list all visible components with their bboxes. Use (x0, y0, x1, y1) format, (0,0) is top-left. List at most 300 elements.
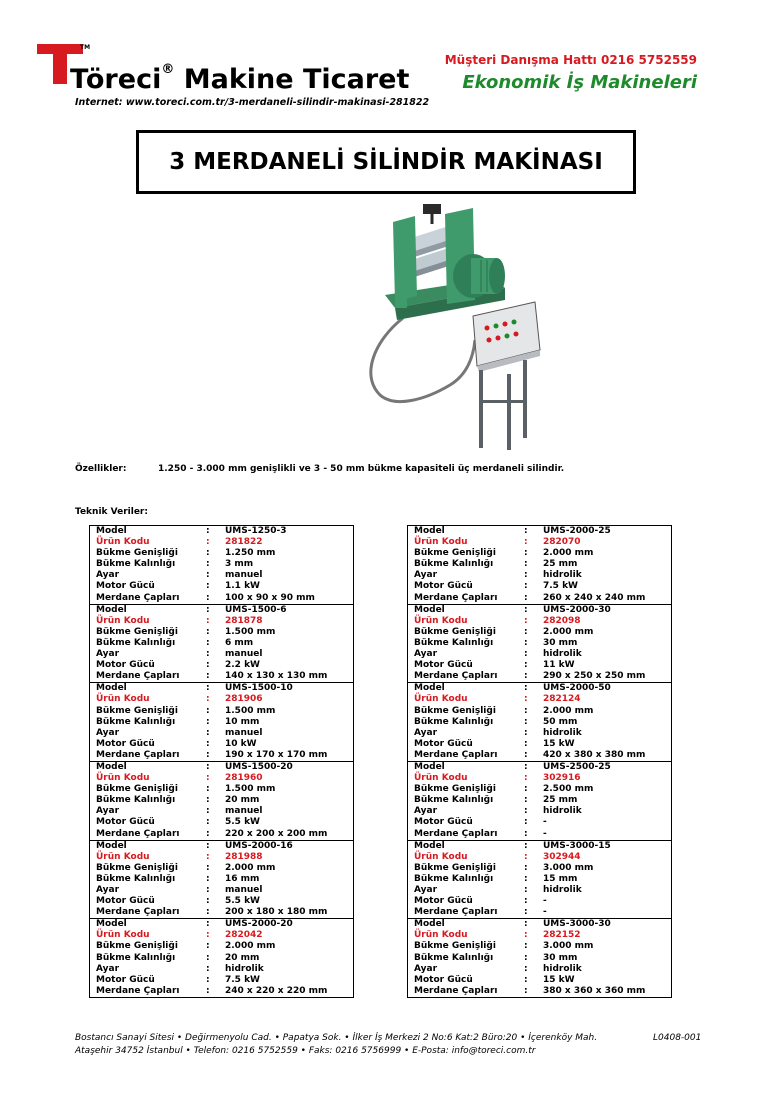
spec-separator: : (206, 784, 210, 795)
spec-value: 20 mm (225, 795, 260, 806)
spec-label: Ürün Kodu (414, 773, 468, 784)
spec-row-thickness (408, 874, 671, 885)
spec-row-motor (90, 896, 353, 907)
spec-row-code (408, 694, 671, 705)
spec-label: Ayar (96, 885, 120, 895)
spec-row-thickness (90, 795, 353, 806)
spec-value: 15 kW (543, 974, 575, 985)
spec-label: Bükme Genişliği (414, 941, 496, 952)
spec-separator: : (524, 885, 528, 895)
spec-block (408, 762, 671, 841)
spec-label: Merdane Çapları (414, 671, 498, 682)
spec-value: manuel (225, 727, 263, 738)
spec-separator: : (524, 683, 528, 694)
spec-label: Motor Gücü (414, 738, 473, 749)
spec-row-adjust (408, 806, 671, 817)
spec-block (408, 683, 671, 762)
spec-value: UMS-2000-16 (225, 840, 293, 851)
spec-label: Bükme Kalınlığı (96, 559, 176, 570)
spec-label: Ayar (96, 570, 120, 581)
spec-label: Model (414, 761, 445, 772)
spec-row-adjust (90, 964, 353, 975)
spec-label: Motor Gücü (96, 817, 155, 828)
spec-separator: : (524, 705, 528, 716)
spec-label: Motor Gücü (96, 896, 155, 907)
spec-label: Ayar (414, 727, 438, 738)
spec-value: hidrolik (225, 963, 264, 974)
spec-separator: : (206, 604, 210, 615)
spec-row-width (90, 627, 353, 638)
spec-row-width (90, 548, 353, 559)
spec-row-thickness (408, 953, 671, 964)
spec-value: - (543, 828, 547, 839)
spec-label: Bükme Genişliği (414, 862, 496, 873)
spec-separator: : (206, 974, 210, 985)
spec-label: Model (414, 526, 445, 536)
spec-separator: : (206, 930, 210, 941)
hotline: Müşteri Danışma Hattı 0216 5752559 (444, 53, 697, 67)
spec-label: Bükme Kalınlığı (96, 952, 176, 963)
spec-value: 3 mm (225, 559, 254, 570)
spec-separator: : (524, 592, 528, 603)
spec-block (408, 841, 671, 920)
spec-separator: : (524, 749, 528, 760)
spec-label: Model (96, 761, 127, 772)
spec-value: 302944 (543, 851, 581, 862)
spec-separator: : (206, 727, 210, 738)
spec-separator: : (206, 559, 210, 570)
spec-value: 2.000 mm (543, 626, 594, 637)
spec-value: 200 x 180 x 180 mm (225, 907, 328, 918)
spec-separator: : (524, 637, 528, 648)
spec-row-width (408, 784, 671, 795)
spec-value: 6 mm (225, 637, 254, 648)
spec-separator: : (206, 761, 210, 772)
spec-row-model (408, 762, 671, 773)
spec-separator: : (206, 671, 210, 682)
spec-row-model (408, 526, 671, 537)
spec-value: 30 mm (543, 637, 578, 648)
spec-value: 10 kW (225, 738, 257, 749)
spec-separator: : (524, 626, 528, 637)
spec-value: 5.5 kW (225, 896, 260, 907)
spec-separator: : (524, 548, 528, 559)
spec-label: Bükme Genişliği (96, 862, 178, 873)
spec-row-width (408, 548, 671, 559)
spec-row-width (408, 941, 671, 952)
spec-separator: : (524, 840, 528, 851)
spec-separator: : (524, 604, 528, 615)
spec-value: 100 x 90 x 90 mm (225, 592, 315, 603)
spec-value: 16 mm (225, 873, 260, 884)
spec-row-motor (408, 581, 671, 592)
page-title: 3 MERDANELİ SİLİNDİR MAKİNASI (136, 130, 636, 194)
spec-value: 140 x 130 x 130 mm (225, 671, 328, 682)
spec-label: Bükme Genişliği (96, 705, 178, 716)
spec-block (408, 605, 671, 684)
spec-separator: : (206, 862, 210, 873)
spec-value: 2.000 mm (543, 548, 594, 559)
spec-value: 1.500 mm (225, 784, 276, 795)
spec-row-model (90, 683, 353, 694)
spec-separator: : (524, 649, 528, 660)
spec-label: Bükme Kalınlığı (414, 795, 494, 806)
spec-row-code (90, 694, 353, 705)
spec-separator: : (206, 570, 210, 581)
spec-label: Ayar (414, 885, 438, 895)
spec-value: UMS-2000-20 (225, 919, 293, 930)
spec-separator: : (524, 716, 528, 727)
spec-separator: : (206, 840, 210, 851)
spec-separator: : (524, 761, 528, 772)
spec-row-thickness (90, 717, 353, 728)
spec-separator: : (524, 907, 528, 918)
spec-block (90, 605, 353, 684)
spec-label: Ayar (414, 649, 438, 660)
spec-label: Bükme Genişliği (414, 784, 496, 795)
spec-separator: : (524, 694, 528, 705)
spec-separator: : (524, 873, 528, 884)
spec-value: 10 mm (225, 716, 260, 727)
spec-separator: : (524, 941, 528, 952)
spec-value: 7.5 kW (543, 581, 578, 592)
spec-value: hidrolik (543, 806, 582, 817)
spec-label: Ayar (96, 963, 120, 974)
spec-row-rolls (90, 671, 353, 682)
spec-row-code (408, 773, 671, 784)
spec-row-width (408, 863, 671, 874)
spec-label: Ayar (96, 806, 120, 817)
spec-value: UMS-1500-20 (225, 761, 293, 772)
spec-label: Bükme Kalınlığı (414, 873, 494, 884)
company-name-suffix: Makine Ticaret (183, 64, 410, 95)
spec-separator: : (206, 795, 210, 806)
spec-value: - (543, 817, 547, 828)
spec-separator: : (206, 941, 210, 952)
spec-label: Bükme Kalınlığı (414, 637, 494, 648)
spec-separator: : (524, 851, 528, 862)
spec-label: Model (414, 840, 445, 851)
spec-row-rolls (90, 750, 353, 761)
spec-separator: : (524, 795, 528, 806)
spec-separator: : (206, 952, 210, 963)
spec-row-motor (408, 660, 671, 671)
registered-mark: ® (161, 62, 175, 77)
spec-value: 281960 (225, 773, 263, 784)
spec-row-code (90, 930, 353, 941)
spec-label: Merdane Çapları (414, 985, 498, 996)
spec-row-width (90, 941, 353, 952)
spec-separator: : (524, 784, 528, 795)
spec-label: Motor Gücü (414, 660, 473, 671)
spec-label: Model (96, 604, 127, 615)
spec-row-adjust (408, 964, 671, 975)
spec-separator: : (206, 581, 210, 592)
spec-value: 15 mm (543, 873, 578, 884)
spec-value: 1.500 mm (225, 705, 276, 716)
spec-separator: : (206, 705, 210, 716)
spec-row-thickness (90, 559, 353, 570)
spec-separator: : (206, 716, 210, 727)
spec-separator: : (524, 952, 528, 963)
spec-row-adjust (90, 570, 353, 581)
spec-label: Merdane Çapları (96, 592, 180, 603)
spec-separator: : (524, 727, 528, 738)
spec-row-motor (408, 896, 671, 907)
spec-separator: : (206, 738, 210, 749)
spec-row-width (90, 784, 353, 795)
spec-separator: : (206, 907, 210, 918)
spec-value: UMS-2000-50 (543, 683, 611, 694)
spec-row-thickness (90, 874, 353, 885)
spec-separator: : (206, 660, 210, 671)
spec-label: Bükme Genişliği (414, 626, 496, 637)
spec-row-adjust (408, 649, 671, 660)
spec-label: Motor Gücü (414, 974, 473, 985)
spec-label: Merdane Çapları (414, 907, 498, 918)
spec-label: Ürün Kodu (414, 537, 468, 548)
spec-value: 302916 (543, 773, 581, 784)
spec-label: Motor Gücü (414, 817, 473, 828)
spec-separator: : (524, 963, 528, 974)
spec-value: 30 mm (543, 952, 578, 963)
spec-block (90, 683, 353, 762)
spec-row-model (408, 841, 671, 852)
spec-row-model (408, 919, 671, 930)
spec-row-adjust (408, 885, 671, 896)
spec-table-left (89, 525, 354, 998)
spec-value: 3.000 mm (543, 941, 594, 952)
spec-label: Motor Gücü (96, 660, 155, 671)
spec-value: 282152 (543, 930, 581, 941)
slogan: Ekonomik İş Makineleri (462, 72, 697, 93)
spec-value: 2.2 kW (225, 660, 260, 671)
spec-label: Model (414, 919, 445, 930)
spec-label: Bükme Kalınlığı (414, 559, 494, 570)
spec-row-rolls (90, 829, 353, 840)
spec-row-thickness (90, 638, 353, 649)
spec-row-code (408, 537, 671, 548)
spec-label: Motor Gücü (414, 896, 473, 907)
spec-value: 25 mm (543, 795, 578, 806)
spec-row-motor (90, 581, 353, 592)
spec-row-width (90, 863, 353, 874)
spec-separator: : (524, 537, 528, 548)
spec-value: UMS-3000-30 (543, 919, 611, 930)
spec-label: Ürün Kodu (96, 694, 150, 705)
company-name (70, 64, 409, 95)
spec-separator: : (524, 660, 528, 671)
spec-row-thickness (90, 953, 353, 964)
spec-row-adjust (408, 570, 671, 581)
spec-row-motor (90, 975, 353, 986)
technical-data-label: Teknik Veriler: (75, 507, 148, 517)
spec-value: 25 mm (543, 559, 578, 570)
spec-label: Bükme Genişliği (414, 705, 496, 716)
spec-row-motor (408, 975, 671, 986)
spec-separator: : (206, 592, 210, 603)
spec-separator: : (524, 615, 528, 626)
spec-row-code (408, 852, 671, 863)
spec-value: 20 mm (225, 952, 260, 963)
spec-value: 15 kW (543, 738, 575, 749)
spec-label: Bükme Genişliği (96, 626, 178, 637)
spec-value: UMS-2000-30 (543, 604, 611, 615)
spec-value: 290 x 250 x 250 mm (543, 671, 646, 682)
spec-label: Model (96, 919, 127, 930)
spec-value: 2.000 mm (225, 862, 276, 873)
spec-label: Ayar (414, 570, 438, 581)
spec-label: Motor Gücü (96, 738, 155, 749)
spec-separator: : (206, 637, 210, 648)
spec-label: Bükme Genişliği (96, 941, 178, 952)
spec-separator: : (524, 526, 528, 536)
spec-value: 281878 (225, 615, 263, 626)
spec-value: manuel (225, 806, 263, 817)
spec-label: Model (96, 683, 127, 694)
spec-value: UMS-3000-15 (543, 840, 611, 851)
spec-row-adjust (90, 728, 353, 739)
spec-separator: : (524, 806, 528, 817)
spec-block (408, 526, 671, 605)
spec-value: 420 x 380 x 380 mm (543, 749, 646, 760)
spec-row-adjust (90, 885, 353, 896)
spec-label: Ürün Kodu (96, 930, 150, 941)
spec-value: 50 mm (543, 716, 578, 727)
spec-label: Ürün Kodu (96, 851, 150, 862)
spec-separator: : (524, 581, 528, 592)
spec-label: Ürün Kodu (414, 694, 468, 705)
spec-label: Merdane Çapları (96, 907, 180, 918)
spec-row-motor (90, 660, 353, 671)
spec-row-code (90, 852, 353, 863)
spec-label: Merdane Çapları (96, 749, 180, 760)
spec-separator: : (206, 985, 210, 996)
spec-row-model (90, 526, 353, 537)
spec-separator: : (524, 570, 528, 581)
spec-row-code (408, 930, 671, 941)
spec-separator: : (524, 919, 528, 930)
spec-row-rolls (90, 907, 353, 918)
spec-row-motor (90, 817, 353, 828)
spec-label: Ürün Kodu (96, 537, 150, 548)
spec-row-width (408, 706, 671, 717)
spec-label: Ayar (96, 649, 120, 660)
spec-value: hidrolik (543, 727, 582, 738)
spec-label: Merdane Çapları (96, 985, 180, 996)
spec-label: Merdane Çapları (96, 828, 180, 839)
spec-separator: : (206, 694, 210, 705)
product-image (355, 200, 555, 460)
spec-row-thickness (408, 559, 671, 570)
spec-label: Bükme Genişliği (414, 548, 496, 559)
spec-row-code (90, 537, 353, 548)
spec-separator: : (524, 671, 528, 682)
spec-value: hidrolik (543, 649, 582, 660)
spec-value: hidrolik (543, 885, 582, 895)
spec-row-model (90, 762, 353, 773)
spec-block (90, 762, 353, 841)
spec-separator: : (206, 828, 210, 839)
document-number: L0408-001 (653, 1033, 702, 1043)
spec-label: Ürün Kodu (414, 930, 468, 941)
spec-separator: : (206, 873, 210, 884)
spec-value: 11 kW (543, 660, 575, 671)
spec-row-width (90, 706, 353, 717)
spec-value: 1.250 mm (225, 548, 276, 559)
spec-table-right (407, 525, 672, 998)
spec-label: Motor Gücü (96, 581, 155, 592)
spec-row-code (408, 616, 671, 627)
spec-row-rolls (408, 907, 671, 918)
spec-label: Motor Gücü (96, 974, 155, 985)
spec-row-rolls (408, 671, 671, 682)
spec-row-rolls (408, 986, 671, 997)
spec-value: 1.500 mm (225, 626, 276, 637)
spec-label: Merdane Çapları (414, 749, 498, 760)
spec-separator: : (206, 548, 210, 559)
spec-value: UMS-1500-10 (225, 683, 293, 694)
spec-value: 281822 (225, 537, 263, 548)
spec-label: Ürün Kodu (96, 615, 150, 626)
spec-row-adjust (90, 806, 353, 817)
spec-label: Ayar (96, 727, 120, 738)
footer-contact: Ataşehir 34752 İstanbul • Telefon: 0216 5752559 • Faks: 0216 5756999 • E-Posta: info@toreci.com.tr (75, 1046, 536, 1056)
spec-label: Ürün Kodu (414, 851, 468, 862)
spec-label: Merdane Çapları (414, 828, 498, 839)
spec-separator: : (206, 749, 210, 760)
spec-block (90, 841, 353, 920)
spec-separator: : (524, 985, 528, 996)
spec-separator: : (206, 806, 210, 817)
spec-row-rolls (408, 593, 671, 604)
spec-separator: : (206, 626, 210, 637)
spec-row-thickness (408, 638, 671, 649)
spec-separator: : (524, 828, 528, 839)
spec-label: Model (414, 683, 445, 694)
spec-row-thickness (408, 717, 671, 728)
trademark-mark: TM (80, 44, 91, 51)
website-link[interactable]: Internet: www.toreci.com.tr/3-merdaneli-silindir-makinasi-281822 (75, 97, 430, 108)
spec-row-model (408, 683, 671, 694)
spec-row-thickness (408, 795, 671, 806)
spec-value: - (543, 896, 547, 907)
spec-value: UMS-2500-25 (543, 761, 611, 772)
spec-row-motor (90, 739, 353, 750)
company-name-main: Töreci (70, 64, 162, 95)
spec-row-rolls (408, 829, 671, 840)
spec-separator: : (206, 896, 210, 907)
spec-separator: : (524, 862, 528, 873)
spec-label: Bükme Genişliği (96, 784, 178, 795)
spec-label: Motor Gücü (414, 581, 473, 592)
spec-label: Bükme Kalınlığı (96, 637, 176, 648)
spec-separator: : (206, 963, 210, 974)
spec-label: Model (96, 840, 127, 851)
spec-value: 7.5 kW (225, 974, 260, 985)
spec-row-adjust (408, 728, 671, 739)
spec-row-motor (408, 817, 671, 828)
footer-address: Bostancı Sanayi Sitesi • Değirmenyolu Cad. • Papatya Sok. • İlker İş Merkezi 2 No:6 Kat:2 Büro:20 • İçerenköy Mah. (75, 1033, 598, 1043)
spec-row-rolls (90, 986, 353, 997)
features-text: 1.250 - 3.000 mm genişlikli ve 3 - 50 mm bükme kapasiteli üç merdaneli silindir. (158, 464, 565, 474)
spec-separator: : (206, 773, 210, 784)
spec-value: 1.1 kW (225, 581, 260, 592)
spec-value: 281988 (225, 851, 263, 862)
spec-value: 2.500 mm (543, 784, 594, 795)
spec-value: 282098 (543, 615, 581, 626)
spec-value: 2.000 mm (225, 941, 276, 952)
